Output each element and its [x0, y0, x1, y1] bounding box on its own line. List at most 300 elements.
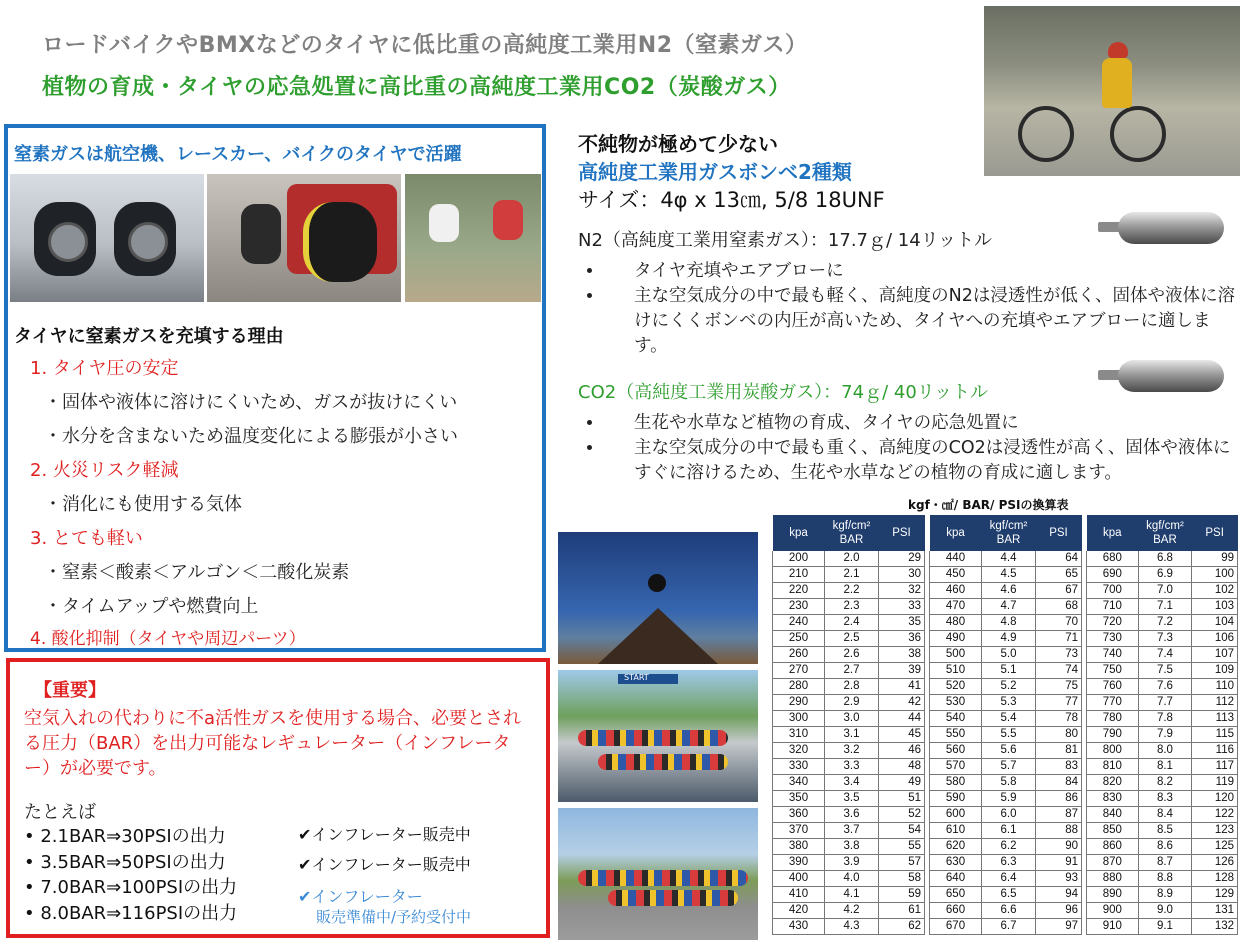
psi-cell: 61 — [879, 903, 925, 919]
psi-cell: 33 — [879, 599, 925, 615]
bar-cell: 7.2 — [1138, 615, 1192, 631]
psi-cell: 71 — [1036, 631, 1082, 647]
reason-3-title: 3. とても軽い — [30, 528, 143, 549]
psi-cell: 109 — [1192, 663, 1238, 679]
psi-cell: 73 — [1036, 647, 1082, 663]
bar-cell: 7.7 — [1138, 695, 1192, 711]
bar-cell: 6.7 — [982, 919, 1036, 935]
psi-cell: 39 — [879, 663, 925, 679]
bar-cell: 6.0 — [982, 807, 1036, 823]
bmx-jump-photo — [558, 532, 758, 664]
table-row — [930, 743, 1082, 759]
product-size: サイズ：4φ x 13㎝, 5/8 18UNF — [578, 188, 885, 212]
kpa-cell: 290 — [773, 695, 825, 711]
table-row — [773, 919, 925, 935]
bar-cell: 5.6 — [982, 743, 1036, 759]
psi-cell: 132 — [1192, 919, 1238, 935]
psi-cell: 115 — [1192, 727, 1238, 743]
table-row — [930, 871, 1082, 887]
bar-cell: 4.8 — [982, 615, 1036, 631]
psi-cell: 123 — [1192, 823, 1238, 839]
bar-cell: 2.7 — [825, 663, 879, 679]
bar-cell: 3.4 — [825, 775, 879, 791]
kpa-cell: 450 — [930, 567, 982, 583]
psi-cell: 125 — [1192, 839, 1238, 855]
bar-cell: 4.0 — [825, 871, 879, 887]
kpa-cell: 880 — [1087, 871, 1139, 887]
bar-cell: 4.5 — [982, 567, 1036, 583]
bar-cell: 7.5 — [1138, 663, 1192, 679]
table-row — [1087, 695, 1238, 711]
psi-cell: 129 — [1192, 887, 1238, 903]
psi-cell: 62 — [879, 919, 925, 935]
header-kgf-bar: kgf/cm² BAR — [982, 515, 1036, 551]
psi-cell: 110 — [1192, 679, 1238, 695]
kpa-cell: 490 — [930, 631, 982, 647]
psi-cell: 119 — [1192, 775, 1238, 791]
bar-cell: 7.6 — [1138, 679, 1192, 695]
table-row — [930, 711, 1082, 727]
table-row — [773, 791, 925, 807]
table-row — [773, 743, 925, 759]
kpa-cell: 230 — [773, 599, 825, 615]
header-psi: PSI — [1192, 515, 1238, 551]
bar-cell: 7.0 — [1138, 583, 1192, 599]
psi-cell: 46 — [879, 743, 925, 759]
psi-cell: 78 — [1036, 711, 1082, 727]
kpa-cell: 340 — [773, 775, 825, 791]
psi-cell: 102 — [1192, 583, 1238, 599]
reason-1-point: ・水分を含まないため温度変化による膨張が小さい — [44, 426, 458, 447]
conversion-table-group-3 — [1086, 515, 1238, 935]
table-row — [773, 727, 925, 743]
psi-cell: 83 — [1036, 759, 1082, 775]
bar-cell: 7.4 — [1138, 647, 1192, 663]
psi-cell: 58 — [879, 871, 925, 887]
psi-cell: 57 — [879, 855, 925, 871]
psi-cell: 81 — [1036, 743, 1082, 759]
reasons-list — [30, 352, 530, 654]
kpa-cell: 800 — [1087, 743, 1139, 759]
table-row — [773, 855, 925, 871]
co2-cartridge-image — [1096, 356, 1226, 396]
kpa-cell: 540 — [930, 711, 982, 727]
n2-bullet: • タイヤ充填やエアブローに — [604, 259, 1240, 284]
psi-cell: 80 — [1036, 727, 1082, 743]
kpa-cell: 650 — [930, 887, 982, 903]
table-row — [1087, 743, 1238, 759]
conversion-table-group-1 — [772, 515, 925, 935]
bar-cell: 8.3 — [1138, 791, 1192, 807]
table-row — [1087, 759, 1238, 775]
reason-1-point: ・固体や液体に溶けにくいため、ガスが抜けにくい — [44, 392, 458, 413]
example-label: たとえば — [24, 802, 96, 823]
psi-cell: 112 — [1192, 695, 1238, 711]
table-row — [930, 695, 1082, 711]
psi-cell: 41 — [879, 679, 925, 695]
bar-cell: 8.7 — [1138, 855, 1192, 871]
kpa-cell: 250 — [773, 631, 825, 647]
psi-cell: 32 — [879, 583, 925, 599]
psi-cell: 93 — [1036, 871, 1082, 887]
psi-cell: 55 — [879, 839, 925, 855]
psi-cell: 59 — [879, 887, 925, 903]
bar-cell: 6.4 — [982, 871, 1036, 887]
bar-cell: 2.1 — [825, 567, 879, 583]
bar-cell: 2.8 — [825, 679, 879, 695]
table-row — [1087, 871, 1238, 887]
kpa-cell: 370 — [773, 823, 825, 839]
bar-cell: 2.0 — [825, 551, 879, 567]
kpa-cell: 240 — [773, 615, 825, 631]
psi-cell: 77 — [1036, 695, 1082, 711]
table-row — [930, 615, 1082, 631]
table-row — [1087, 887, 1238, 903]
reason-3-point: ・タイムアップや燃費向上 — [44, 596, 259, 617]
table-row — [1087, 807, 1238, 823]
bar-cell: 4.7 — [982, 599, 1036, 615]
kpa-cell: 310 — [773, 727, 825, 743]
kpa-cell: 270 — [773, 663, 825, 679]
bar-cell: 7.1 — [1138, 599, 1192, 615]
example-item: • 7.0BAR⇒100PSIの出力 — [24, 877, 238, 898]
bar-cell: 4.4 — [982, 551, 1036, 567]
kpa-cell: 820 — [1087, 775, 1139, 791]
kpa-cell: 260 — [773, 647, 825, 663]
kpa-cell: 630 — [930, 855, 982, 871]
table-row — [773, 615, 925, 631]
product-subtitle: 高純度工業用ガスボンベ2種類 — [578, 160, 852, 184]
table-row — [773, 663, 925, 679]
bar-cell: 4.3 — [825, 919, 879, 935]
conversion-table-caption: kgf・㎠/ BAR/ PSIの換算表 — [908, 498, 1069, 512]
table-row — [773, 807, 925, 823]
bar-cell: 2.4 — [825, 615, 879, 631]
kpa-cell: 590 — [930, 791, 982, 807]
bar-cell: 7.3 — [1138, 631, 1192, 647]
inflator-status: 販売準備中/予約受付中 — [316, 908, 472, 926]
table-row — [773, 871, 925, 887]
table-row — [773, 631, 925, 647]
table-row — [773, 903, 925, 919]
bar-cell: 3.6 — [825, 807, 879, 823]
table-row — [930, 647, 1082, 663]
kpa-cell: 720 — [1087, 615, 1139, 631]
psi-cell: 131 — [1192, 903, 1238, 919]
example-item: • 3.5BAR⇒50PSIの出力 — [24, 851, 226, 873]
road-bike-photo — [984, 6, 1240, 176]
race-start-photo — [558, 670, 758, 802]
table-row — [1087, 567, 1238, 583]
kpa-cell: 520 — [930, 679, 982, 695]
kpa-cell: 780 — [1087, 711, 1139, 727]
kpa-cell: 360 — [773, 807, 825, 823]
table-row — [1087, 775, 1238, 791]
table-row — [773, 839, 925, 855]
kpa-cell: 530 — [930, 695, 982, 711]
table-row — [1087, 839, 1238, 855]
n2-spec: N2（高純度工業用窒素ガス）：17.7ｇ/ 14リットル — [578, 230, 992, 251]
kpa-cell: 740 — [1087, 647, 1139, 663]
psi-cell: 86 — [1036, 791, 1082, 807]
kpa-cell: 560 — [930, 743, 982, 759]
bar-cell: 9.0 — [1138, 903, 1192, 919]
kpa-cell: 500 — [930, 647, 982, 663]
kpa-cell: 380 — [773, 839, 825, 855]
kpa-cell: 440 — [930, 551, 982, 567]
table-row — [773, 775, 925, 791]
table-row — [1087, 791, 1238, 807]
headline-co2: 植物の育成・タイヤの応急処置に高比重の高純度工業用CO2（炭酸ガス） — [42, 75, 791, 100]
n2-cartridge-image — [1096, 208, 1226, 248]
kpa-cell: 850 — [1087, 823, 1139, 839]
header-kpa: kpa — [930, 515, 982, 551]
kpa-cell: 670 — [930, 919, 982, 935]
psi-cell: 104 — [1192, 615, 1238, 631]
psi-cell: 97 — [1036, 919, 1082, 935]
psi-cell: 88 — [1036, 823, 1082, 839]
table-row — [930, 919, 1082, 935]
table-row — [930, 583, 1082, 599]
table-row — [773, 887, 925, 903]
table-row — [1087, 647, 1238, 663]
psi-cell: 35 — [879, 615, 925, 631]
table-row — [773, 711, 925, 727]
bar-cell: 4.9 — [982, 631, 1036, 647]
kpa-cell: 640 — [930, 871, 982, 887]
reason-2-title: 2. 火災リスク軽減 — [30, 460, 179, 481]
table-row — [1087, 615, 1238, 631]
kpa-cell: 330 — [773, 759, 825, 775]
bar-cell: 2.6 — [825, 647, 879, 663]
table-row — [930, 631, 1082, 647]
table-row — [1087, 551, 1238, 567]
header-kpa: kpa — [773, 515, 825, 551]
bar-cell: 2.2 — [825, 583, 879, 599]
table-row — [1087, 727, 1238, 743]
race-start-banner-text: START — [624, 673, 649, 682]
table-row — [773, 695, 925, 711]
table-row — [773, 823, 925, 839]
table-row — [930, 551, 1082, 567]
psi-cell: 107 — [1192, 647, 1238, 663]
psi-cell: 113 — [1192, 711, 1238, 727]
psi-cell: 120 — [1192, 791, 1238, 807]
table-row — [1087, 919, 1238, 935]
reasons-title: タイヤに窒素ガスを充填する理由 — [14, 326, 284, 347]
table-row — [930, 839, 1082, 855]
bar-cell: 2.9 — [825, 695, 879, 711]
bar-cell: 6.5 — [982, 887, 1036, 903]
kpa-cell: 860 — [1087, 839, 1139, 855]
bar-cell: 7.9 — [1138, 727, 1192, 743]
kpa-cell: 220 — [773, 583, 825, 599]
inflator-status: ✔インフレーター販売中 — [298, 855, 471, 874]
psi-cell: 90 — [1036, 839, 1082, 855]
table-row — [930, 887, 1082, 903]
psi-cell: 75 — [1036, 679, 1082, 695]
table-row — [930, 759, 1082, 775]
bmx-riders-photo — [405, 174, 541, 302]
bar-cell: 5.0 — [982, 647, 1036, 663]
bar-cell: 5.9 — [982, 791, 1036, 807]
psi-cell: 44 — [879, 711, 925, 727]
header-psi: PSI — [879, 515, 925, 551]
kpa-cell: 890 — [1087, 887, 1139, 903]
bar-cell: 8.0 — [1138, 743, 1192, 759]
kpa-cell: 600 — [930, 807, 982, 823]
table-row — [1087, 855, 1238, 871]
bar-cell: 5.8 — [982, 775, 1036, 791]
table-row — [1087, 599, 1238, 615]
co2-bullets — [580, 411, 1240, 486]
bar-cell: 6.9 — [1138, 567, 1192, 583]
kpa-cell: 830 — [1087, 791, 1139, 807]
psi-cell: 65 — [1036, 567, 1082, 583]
psi-cell: 126 — [1192, 855, 1238, 871]
example-item: • 8.0BAR⇒116PSIの出力 — [24, 902, 238, 924]
kpa-cell: 620 — [930, 839, 982, 855]
psi-cell: 117 — [1192, 759, 1238, 775]
psi-cell: 70 — [1036, 615, 1082, 631]
kpa-cell: 460 — [930, 583, 982, 599]
kpa-cell: 690 — [1087, 567, 1139, 583]
conversion-table — [772, 515, 1238, 933]
bar-cell: 3.5 — [825, 791, 879, 807]
bar-cell: 2.3 — [825, 599, 879, 615]
co2-bullet: • 生花や水草など植物の育成、タイヤの応急処置に — [604, 411, 1240, 436]
example-item: • 2.1BAR⇒30PSIの出力 — [24, 826, 226, 847]
psi-cell: 49 — [879, 775, 925, 791]
psi-cell: 64 — [1036, 551, 1082, 567]
bar-cell: 5.1 — [982, 663, 1036, 679]
psi-cell: 30 — [879, 567, 925, 583]
psi-cell: 106 — [1192, 631, 1238, 647]
race-car-pit-photo — [207, 174, 401, 302]
table-row — [930, 663, 1082, 679]
psi-cell: 94 — [1036, 887, 1082, 903]
peloton-photo — [558, 808, 758, 940]
inflator-status: ✔インフレーター — [298, 887, 423, 906]
reason-3-point: ・窒素＜酸素＜アルゴン＜二酸化炭素 — [44, 562, 350, 583]
table-row — [1087, 679, 1238, 695]
psi-cell: 68 — [1036, 599, 1082, 615]
table-row — [1087, 903, 1238, 919]
psi-cell: 116 — [1192, 743, 1238, 759]
conversion-table-group-2 — [929, 515, 1082, 935]
kpa-cell: 840 — [1087, 807, 1139, 823]
bar-cell: 3.2 — [825, 743, 879, 759]
bar-cell: 4.2 — [825, 903, 879, 919]
kpa-cell: 570 — [930, 759, 982, 775]
psi-cell: 52 — [879, 807, 925, 823]
bar-cell: 8.9 — [1138, 887, 1192, 903]
table-row — [773, 599, 925, 615]
kpa-cell: 390 — [773, 855, 825, 871]
bar-cell: 6.8 — [1138, 551, 1192, 567]
table-row — [930, 791, 1082, 807]
kpa-cell: 420 — [773, 903, 825, 919]
bar-cell: 3.8 — [825, 839, 879, 855]
n2-bullet: • 主な空気成分の中で最も軽く、高純度のN2は浸透性が低く、固体や液体に溶けにくくボンベの内圧が高いため、タイヤへの充填やエアブローに適します。 — [604, 284, 1240, 359]
table-row — [930, 823, 1082, 839]
important-title: 【重要】 — [34, 680, 106, 701]
kpa-cell: 550 — [930, 727, 982, 743]
bar-cell: 8.4 — [1138, 807, 1192, 823]
table-row — [930, 599, 1082, 615]
table-row — [773, 679, 925, 695]
psi-cell: 54 — [879, 823, 925, 839]
kpa-cell: 870 — [1087, 855, 1139, 871]
table-row — [930, 679, 1082, 695]
table-row — [930, 567, 1082, 583]
kpa-cell: 480 — [930, 615, 982, 631]
bar-cell: 3.0 — [825, 711, 879, 727]
kpa-cell: 770 — [1087, 695, 1139, 711]
kpa-cell: 210 — [773, 567, 825, 583]
psi-cell: 67 — [1036, 583, 1082, 599]
bar-cell: 4.6 — [982, 583, 1036, 599]
headline-n2: ロードバイクやBMXなどのタイヤに低比重の高純度工業用N2（窒素ガス） — [42, 33, 808, 58]
bar-cell: 5.4 — [982, 711, 1036, 727]
psi-cell: 48 — [879, 759, 925, 775]
psi-cell: 87 — [1036, 807, 1082, 823]
bar-cell: 5.2 — [982, 679, 1036, 695]
kpa-cell: 760 — [1087, 679, 1139, 695]
product-title: 不純物が極めて少ない — [578, 132, 778, 156]
kpa-cell: 470 — [930, 599, 982, 615]
psi-cell: 91 — [1036, 855, 1082, 871]
table-row — [930, 855, 1082, 871]
kpa-cell: 710 — [1087, 599, 1139, 615]
bar-cell: 6.6 — [982, 903, 1036, 919]
bar-cell: 8.5 — [1138, 823, 1192, 839]
kpa-cell: 750 — [1087, 663, 1139, 679]
kpa-cell: 900 — [1087, 903, 1139, 919]
kpa-cell: 430 — [773, 919, 825, 935]
psi-cell: 100 — [1192, 567, 1238, 583]
important-text: 空気入れの代わりに不a活性ガスを使用する場合、必要とされる圧力（BAR）を出力可能なレギュレーター（インフレーター）が必要です。 — [24, 708, 522, 779]
psi-cell: 99 — [1192, 551, 1238, 567]
table-row — [930, 727, 1082, 743]
inflator-status: ✔インフレーター販売中 — [298, 825, 471, 844]
nitrogen-box-heading: 窒素ガスは航空機、レースカー、バイクのタイヤで活躍 — [14, 144, 462, 165]
kpa-cell: 580 — [930, 775, 982, 791]
kpa-cell: 660 — [930, 903, 982, 919]
psi-cell: 103 — [1192, 599, 1238, 615]
kpa-cell: 810 — [1087, 759, 1139, 775]
n2-bullets — [580, 259, 1240, 359]
kpa-cell: 300 — [773, 711, 825, 727]
table-row — [930, 903, 1082, 919]
header-kpa: kpa — [1087, 515, 1139, 551]
header-kgf-bar: kgf/cm² BAR — [825, 515, 879, 551]
kpa-cell: 400 — [773, 871, 825, 887]
bar-cell: 8.2 — [1138, 775, 1192, 791]
psi-cell: 36 — [879, 631, 925, 647]
bar-cell: 8.6 — [1138, 839, 1192, 855]
kpa-cell: 680 — [1087, 551, 1139, 567]
table-row — [930, 807, 1082, 823]
bar-cell: 8.8 — [1138, 871, 1192, 887]
bar-cell: 5.7 — [982, 759, 1036, 775]
bar-cell: 6.3 — [982, 855, 1036, 871]
psi-cell: 51 — [879, 791, 925, 807]
bar-cell: 9.1 — [1138, 919, 1192, 935]
table-row — [1087, 663, 1238, 679]
kpa-cell: 200 — [773, 551, 825, 567]
kpa-cell: 510 — [930, 663, 982, 679]
